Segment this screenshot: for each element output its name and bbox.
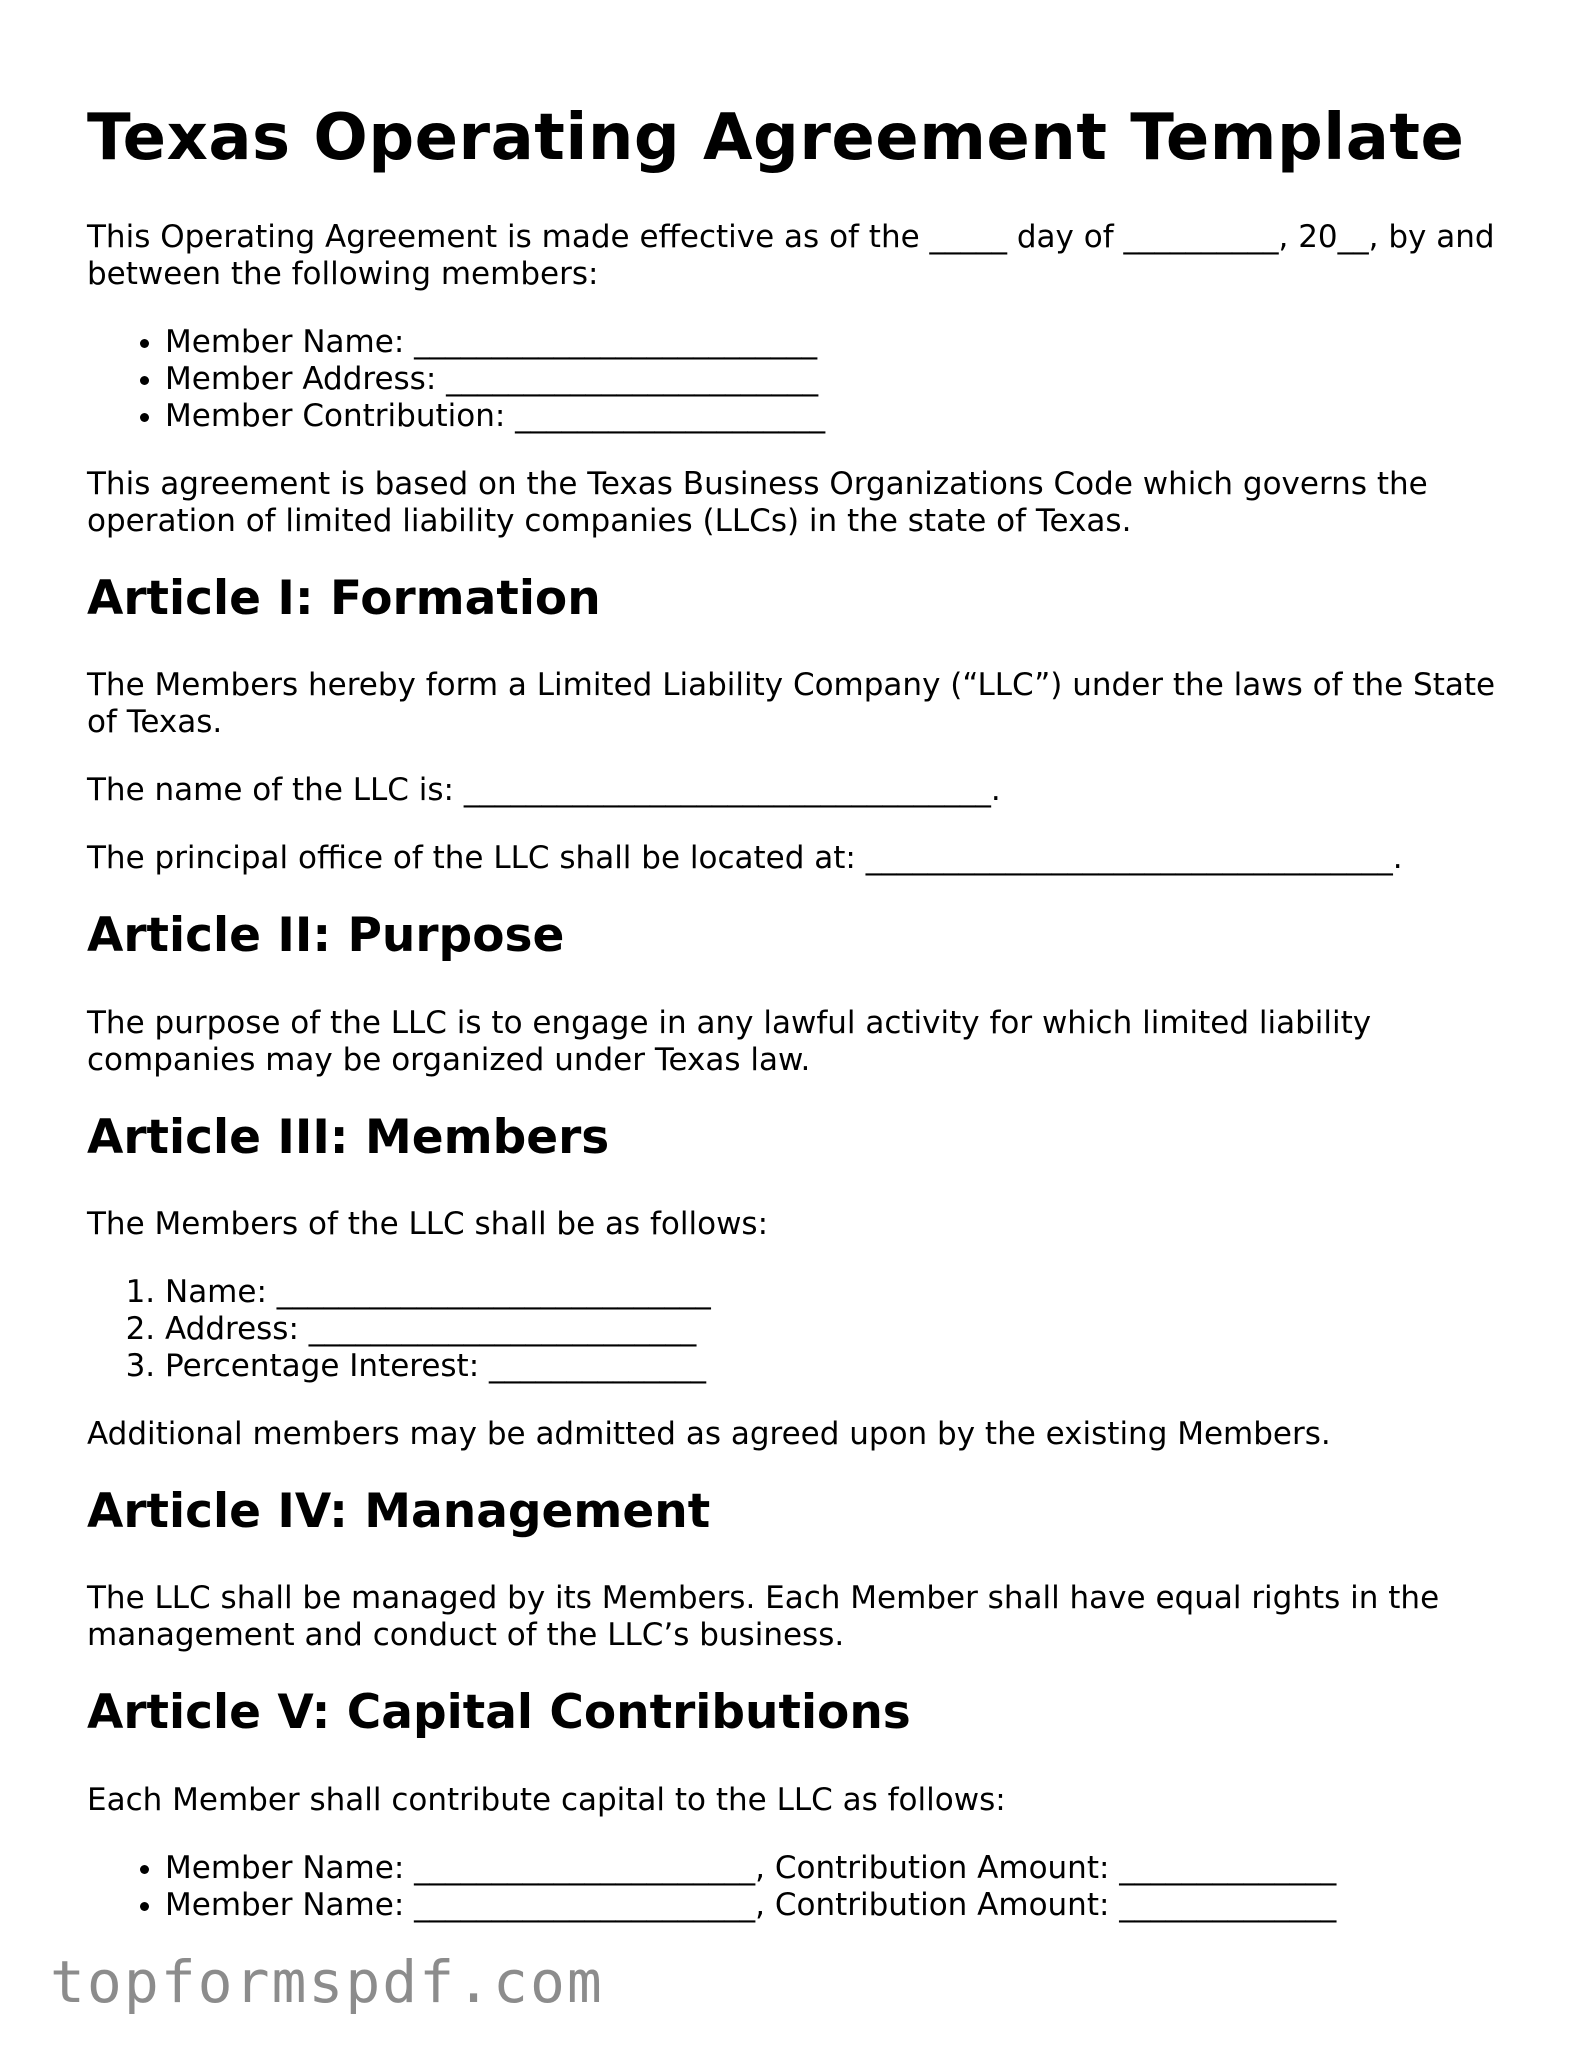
member-fields-list [87,324,1527,435]
article3-additional-paragraph: Additional members may be admitted as agreed upon by the existing Members. [87,1415,1331,1452]
article1-paragraph: The Members hereby form a Limited Liability Company (“LLC”) under the laws of the State of Texas. [87,667,1496,741]
list-item: 2. Address: _________________________ [165,1311,1527,1348]
members-list [87,1274,1527,1385]
article5-heading: Article V: Capital Contributions [87,1685,911,1741]
basis-paragraph: This agreement is based on the Texas Business Organizations Code which governs the operation of limited liability companies (LLCs) in the state of Texas. [87,465,1428,539]
list-item: 1. Name: ____________________________ [165,1274,1527,1311]
article3-heading: Article III: Members [87,1109,610,1165]
list-item: 3. Percentage Interest: ______________ [165,1348,1527,1385]
page-title: Texas Operating Agreement Template [87,101,1465,175]
article3-paragraph: The Members of the LLC shall be as follows: [87,1205,769,1242]
intro-paragraph: This Operating Agreement is made effective as of the _____ day of __________, 20__, by and between the following members: [87,218,1495,292]
principal-office-line: The principal office of the LLC shall be located at: __________________________________. [87,840,1403,877]
watermark-text: topformspdf.com [50,1948,604,2016]
list-item: • Member Contribution: ____________________ [165,398,1527,435]
list-item: • Member Name: ______________________, Contribution Amount: ______________ [165,1887,1527,1924]
list-item: • Member Name: __________________________ [165,324,1527,361]
article4-heading: Article IV: Management [87,1483,711,1539]
article4-paragraph: The LLC shall be managed by its Members. Each Member shall have equal rights in the management and conduct of the LLC’s business. [87,1580,1440,1654]
article5-paragraph: Each Member shall contribute capital to the LLC as follows: [87,1781,1006,1818]
llc-name-line: The name of the LLC is: __________________________________. [87,772,1001,809]
list-item: • Member Address: ________________________ [165,361,1527,398]
article2-heading: Article II: Purpose [87,908,565,964]
document-page [87,100,1527,1955]
contributions-list [87,1850,1527,1924]
list-item: • Member Name: ______________________, Contribution Amount: ______________ [165,1850,1527,1887]
article2-paragraph: The purpose of the LLC is to engage in any lawful activity for which limited liability companies may be organized under Texas law. [87,1004,1372,1078]
article1-heading: Article I: Formation [87,570,601,626]
